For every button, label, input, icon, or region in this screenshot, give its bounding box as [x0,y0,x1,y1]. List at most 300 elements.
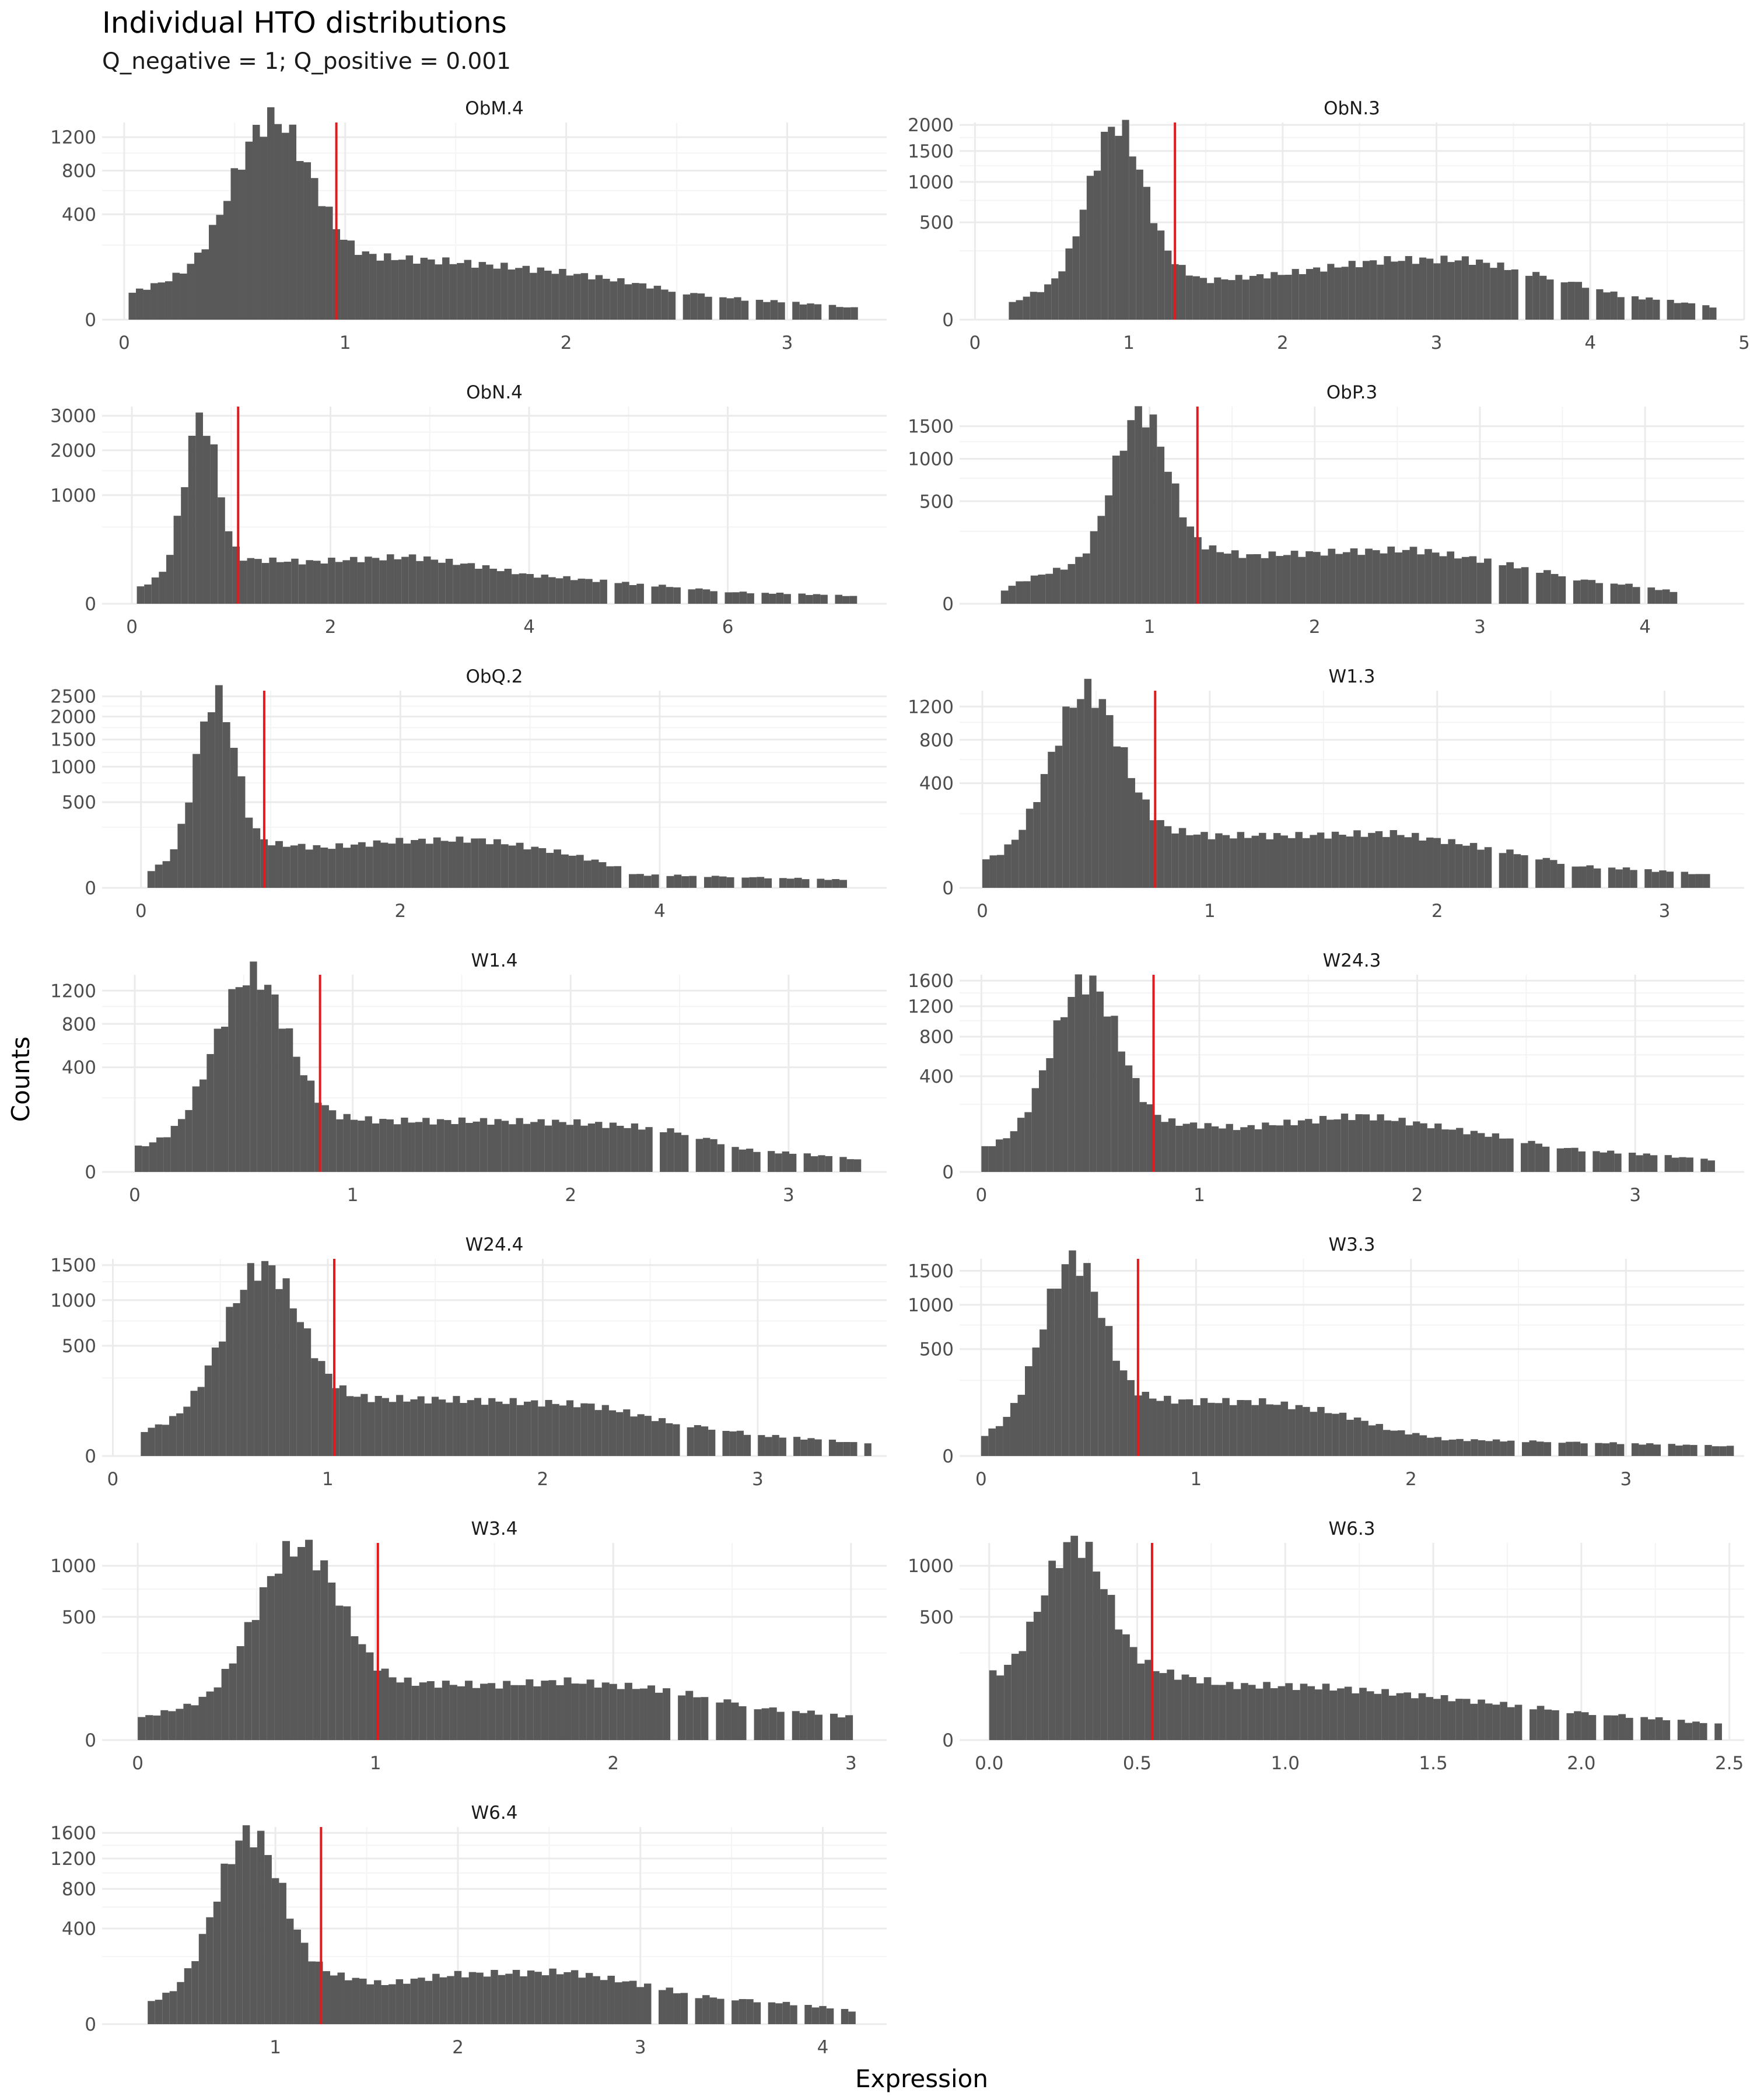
histogram-bar [1138,1664,1145,1740]
histogram-bar [843,1442,850,1456]
histogram-bar [326,206,333,320]
histogram-bar [764,878,772,888]
histogram-bar [1312,1124,1320,1172]
histogram-bar [143,290,150,320]
histogram-bar [389,1402,396,1456]
histogram-bar [556,1974,564,2024]
histogram-bar [513,1970,520,2024]
histogram-bar [311,178,318,320]
x-tick-label: 0.0 [975,1753,1004,1774]
panel-title: ObP.3 [1326,382,1378,403]
histogram-bar [1183,1124,1190,1172]
histogram-bar [252,1620,260,1740]
histogram-bar [1255,1129,1262,1172]
histogram-bar [1440,556,1447,604]
histogram-bar [1390,1431,1398,1456]
x-tick-label: 2.0 [1567,1753,1596,1774]
histogram-bar [1426,838,1433,888]
histogram-bar [346,1396,354,1456]
x-tick-label: 0 [126,617,138,638]
histogram-bar [1653,1444,1661,1456]
histogram-bar [1010,1131,1017,1172]
histogram-bar [734,297,741,320]
histogram-bar [681,876,689,888]
histogram-bar [188,436,196,604]
histogram-bar [503,1681,510,1740]
histogram-bar [290,1556,298,1740]
histogram-bar [1034,1612,1041,1740]
histogram-bar [1266,839,1273,888]
histogram-bar [517,1405,524,1456]
histogram-bar [1296,1405,1303,1456]
histogram-bars [1001,406,1678,604]
histogram-bar [1194,835,1200,888]
histogram-bar [1485,1441,1493,1456]
histogram-bar [1269,1125,1276,1172]
histogram-bar [602,1682,610,1740]
histogram-bar [185,1110,192,1172]
y-tick-label: 0 [85,310,96,331]
histogram-bar [541,575,549,604]
histogram-bar [469,1972,477,2024]
histogram-bar [195,412,203,604]
y-tick-label: 1000 [50,757,96,778]
histogram-bar [454,1971,462,2024]
histogram-bar [1448,839,1455,888]
histogram-bar [1182,1675,1189,1740]
histogram-bar [624,1128,631,1172]
histogram-bar [1299,274,1306,320]
histogram-bar [782,1152,789,1172]
histogram-bar [498,1975,506,2024]
histogram-bars [981,974,1715,1172]
histogram-bar [293,1930,301,2024]
histogram-bar [1412,833,1419,888]
histogram-bar [1530,1440,1537,1456]
histogram-bar [231,168,239,320]
histogram-bar [538,1406,545,1456]
histogram-bar [205,1366,212,1456]
histogram-bar [1544,1442,1552,1456]
histogram-bar [1242,279,1250,320]
histogram-bar [1080,209,1087,320]
histogram-bar [1254,554,1261,604]
panel-ObP.3 [908,382,1744,638]
histogram-bar [1291,1125,1298,1172]
histogram-bar [1339,1413,1347,1456]
histogram-bar [1228,280,1235,320]
x-tick-label: 0 [135,901,147,922]
histogram-bar [1281,1402,1289,1456]
histogram-bar [166,555,174,604]
histogram-bar [688,589,695,604]
histogram-bar [1455,1699,1463,1740]
histogram-bar [1611,1716,1619,1740]
histogram-bar [1709,307,1716,320]
y-tick-label: 3000 [50,405,96,427]
histogram-bar [375,1396,382,1456]
histogram-bar [545,1126,552,1172]
histogram-bar [220,1864,228,2024]
histogram-bar [320,848,328,888]
histogram-bar [768,1151,775,1172]
histogram-bar [236,987,243,1172]
histogram-bar [425,1981,433,2024]
y-tick-label: 2000 [50,440,96,461]
histogram-bar [1273,1405,1281,1456]
histogram-bar [495,1689,503,1740]
histogram-bar [1492,1133,1499,1172]
histogram-bar [1214,278,1221,320]
histogram-bar [703,589,710,604]
histogram-bar [645,1127,652,1172]
histogram-bar [526,574,534,604]
histogram-bar [705,297,712,320]
histogram-bar [531,1401,538,1456]
panel-title: W24.3 [1322,950,1381,971]
histogram-bar [850,307,858,320]
histogram-bar [1354,1418,1362,1456]
histogram-bar [673,1993,681,2024]
histogram-bar [276,562,284,604]
histogram-bar [1427,1128,1434,1172]
histogram-bar [1600,1153,1607,1172]
histogram-bar [1001,590,1009,604]
histogram-bar [1353,830,1360,888]
histogram-bar [432,1974,440,2024]
histogram-bar [290,845,298,888]
histogram-bar [1456,1128,1463,1172]
histogram-bar [818,1155,825,1172]
histogram-bar [1207,283,1214,320]
histogram-bar [1300,1684,1308,1740]
histogram-bar [523,1124,530,1172]
histogram-bar [245,818,253,888]
histogram-bar [235,1840,243,2024]
histogram-bar [172,273,180,320]
x-tick-label: 2 [1308,617,1321,638]
histogram-bar [1535,859,1542,888]
histogram-bar [1497,262,1504,320]
histogram-bar [1558,864,1564,888]
histogram-bar [260,136,268,320]
histogram-bar [1221,279,1228,320]
histogram-bar [1292,269,1299,320]
histogram-bar [1026,1622,1034,1740]
histogram-bar [1359,1688,1367,1740]
histogram-bar [559,269,566,320]
y-tick-label: 800 [61,1879,96,1901]
histogram-bar [1391,261,1398,320]
histogram-bar [1106,715,1113,888]
histogram-bar [203,436,211,604]
x-tick-label: 1 [339,332,351,354]
histogram-bar [1041,774,1048,888]
histogram-bar [457,1686,465,1740]
histogram-bar [609,1410,616,1456]
histogram-bar [1349,261,1356,320]
histogram-bar [724,592,732,604]
histogram-bar [148,1428,155,1456]
histogram-bar [989,1146,996,1172]
histogram-bar [765,1437,772,1456]
histogram-bar [212,1348,219,1456]
y-tick-label: 2000 [908,115,954,136]
histogram-bar [1142,1392,1149,1456]
histogram-bar [617,1689,625,1740]
histogram-bar [997,855,1004,888]
histogram-bar [510,1685,518,1740]
histogram-bar [1376,831,1382,888]
histogram-bar [191,1705,198,1740]
histogram-bar [617,278,625,320]
histogram-bar [606,866,614,888]
histogram-bar [272,1878,279,2024]
histogram-bar [1389,1696,1396,1740]
histogram-bar [1038,575,1046,604]
histogram-bar [208,712,215,888]
y-tick-label: 1500 [50,729,96,751]
histogram-bar [1325,1413,1332,1456]
histogram-bar [610,281,618,320]
y-tick-label: 0 [942,1730,954,1751]
histogram-bar [1568,282,1575,320]
histogram-bar [1648,1719,1656,1740]
histogram-bar [556,578,564,604]
histogram-bar [1244,838,1251,888]
histogram-bar [537,1119,544,1172]
panel-W24.4 [50,1234,887,1490]
histogram-bar [145,1715,153,1740]
histogram-bar [1478,1440,1486,1456]
histogram-bar [1639,1444,1646,1456]
histogram-bar [158,282,165,320]
histogram-bar [1603,292,1610,320]
histogram-bar [358,1121,365,1172]
histogram-bar [739,1999,747,2024]
histogram-bar [365,1116,372,1172]
histogram-bar [243,1825,250,2024]
histogram-bar [1313,552,1321,604]
histogram-bar [615,1982,622,2024]
histogram-bar [1420,1435,1427,1456]
x-tick-label: 1.0 [1270,1753,1300,1774]
histogram-bar [1535,1143,1542,1172]
histogram-bar [1219,1685,1226,1740]
histogram-bar [509,845,516,888]
histogram-bar [683,295,691,320]
x-tick-label: 1 [346,1185,359,1206]
histogram-bar [1256,1689,1264,1740]
histogram-bar [1462,846,1469,888]
x-tick-label: 4 [654,901,666,922]
histogram-bar [365,556,372,604]
histogram-bar [696,1139,703,1172]
histogram-bar [820,595,828,604]
histogram-bar [155,864,163,888]
histogram-bar [404,1678,412,1740]
histogram-bar [1017,1118,1024,1172]
histogram-bar [447,1976,454,2024]
histogram-bar [320,1560,328,1740]
histogram-bar [306,849,313,888]
histogram-bar [1477,850,1484,888]
histogram-bar [223,201,231,320]
histogram-bar [666,1987,674,2024]
histogram-bar [403,844,411,888]
histogram-bar [1086,1542,1093,1740]
histogram-bar [1094,171,1101,320]
histogram-bar [1099,699,1106,888]
histogram-bar [453,1396,460,1456]
histogram-bar [1464,1441,1471,1456]
histogram-bar [1384,256,1391,320]
histogram-bar [988,1429,996,1456]
histogram-bar [486,265,494,320]
histogram-bar [228,989,235,1172]
histogram-bar [351,1636,358,1740]
histogram-bar [666,587,674,604]
histogram-bar [1140,1102,1147,1172]
histogram-bar [1471,1131,1478,1172]
histogram-bar [516,843,524,888]
histogram-bar [598,862,606,888]
histogram-bar [1083,554,1090,604]
histogram-bar [1652,872,1659,888]
histogram-bars [138,1540,853,1740]
histogram-bar [424,556,431,604]
histogram-bar [518,1685,526,1740]
histogram-bar [1368,833,1375,888]
histogram-bar [1525,276,1532,320]
histogram-bar [1578,1152,1586,1172]
histogram-bar [510,1398,517,1456]
histogram-bar [1087,176,1094,320]
histogram-bar [807,303,814,320]
histogram-bar [440,1978,447,2024]
histogram-bar [744,1435,751,1456]
histogram-bar [503,1404,510,1456]
histogram-bar [548,1680,556,1740]
histogram-bar [1346,836,1353,888]
histogram-bar [452,1124,459,1172]
histogram-bar [1455,260,1462,320]
histogram-bar [279,1883,286,2024]
histogram-bar [1075,557,1083,604]
y-tick-label: 500 [61,792,96,814]
y-tick-label: 0 [942,1446,954,1467]
histogram-bar [176,1413,183,1456]
histogram-bar [1639,299,1646,320]
histogram-bar [596,275,603,320]
histogram-bar [1398,1118,1405,1172]
histogram-bar [1186,527,1194,604]
histogram-bar [456,836,463,888]
histogram-bar [1373,550,1380,604]
histogram-bar [622,582,629,604]
histogram-bar [1521,567,1529,604]
histogram-bar [1098,1318,1105,1456]
histogram-bar [534,578,541,604]
histogram-bar [1083,1263,1091,1456]
histogram-bar [368,1402,374,1456]
histogram-bar [800,1713,807,1740]
histogram-bar [1189,1677,1196,1740]
histogram-bar [1532,272,1539,320]
histogram-bar [1589,1715,1597,1740]
x-tick-label: 3 [1474,617,1486,638]
histogram-bar [1033,802,1040,888]
histogram-bar [381,1669,388,1740]
histogram-bar [387,554,394,604]
histogram-bar [162,1424,169,1456]
histogram-bar [200,722,208,888]
histogram-bar [1053,568,1060,604]
histogram-bar [623,1409,630,1456]
histogram-bar [1108,1595,1115,1740]
x-tick-label: 2 [1411,1185,1423,1206]
histogram-bar [793,1437,800,1456]
histogram-bar [632,283,639,320]
histogram-bar [523,266,530,320]
histogram-bar [1200,832,1208,888]
histogram-bar [1142,428,1150,604]
y-tick-label: 1600 [50,1823,96,1845]
histogram-bar [1171,834,1178,888]
x-tick-label: 1 [1190,1469,1202,1490]
histogram-bar [1115,1629,1122,1740]
histogram-bar [247,558,255,604]
histogram-bar [1040,1329,1047,1456]
histogram-bar [382,1398,389,1456]
histogram-bar [667,876,674,888]
histogram-bar [192,1086,200,1172]
histogram-bar [1405,256,1412,320]
histogram-bar [1222,1398,1230,1456]
histogram-bar [238,170,246,320]
histogram-bar [1574,1711,1581,1740]
histogram-bar [488,1683,495,1740]
histogram-bar [305,1540,313,1740]
histogram-bar [1522,1442,1530,1456]
histogram-bar [282,133,289,320]
histogram-bar [794,878,802,888]
histogram-bar [690,293,698,320]
histogram-bar [1288,838,1295,888]
histogram-bar [1714,1723,1722,1740]
histogram-bar [1073,236,1080,320]
histogram-bar [373,841,381,888]
histogram-bar [428,260,435,320]
histogram-bar [138,1717,145,1740]
histogram-bar [594,1688,602,1740]
histogram-bar [1012,840,1019,888]
panel-W3.4 [50,1518,887,1774]
histogram-bar [403,1402,410,1456]
histogram-bar [1273,833,1280,888]
histogram-bar [191,1961,199,2024]
histogram-bar [413,264,421,320]
histogram-bar [148,2001,155,2024]
histogram-bar [406,256,414,320]
histogram-bar [198,1387,205,1456]
histogram-bar [206,1917,214,2024]
histogram-bar [602,1128,609,1172]
histogram-bar [264,985,271,1172]
histogram-bar [501,844,509,888]
histogram-bar [1262,1122,1269,1172]
histogram-bar [661,289,668,320]
